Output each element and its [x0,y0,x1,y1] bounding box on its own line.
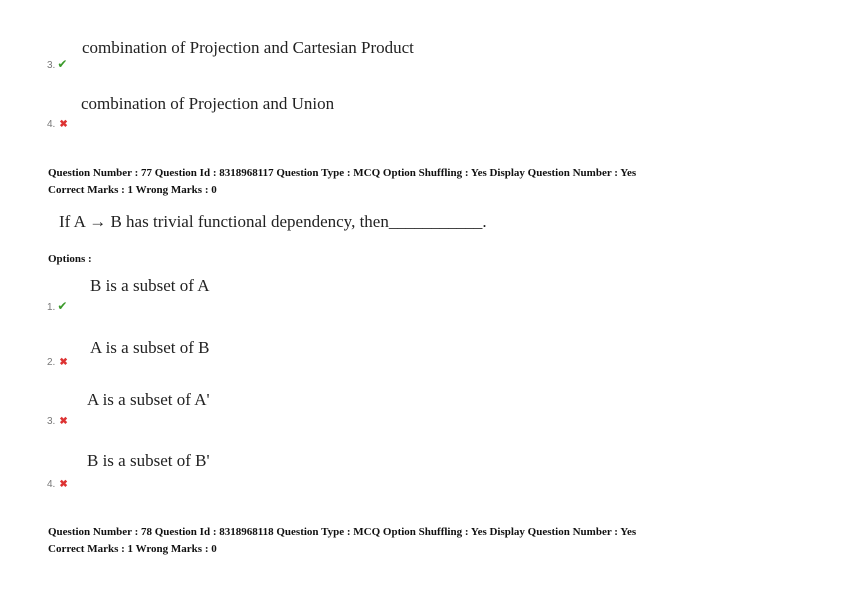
option-text: B is a subset of A [90,276,210,295]
option-number: 2. [47,357,56,368]
option-text: B is a subset of B' [87,451,210,470]
question-text: If A → B has trivial functional dependency, then___________. [59,212,487,231]
option-number-row [47,474,68,492]
option-text: A is a subset of B [90,338,210,357]
marks-meta: Correct Marks : 1 Wrong Marks : 0 [48,543,217,555]
options-label: Options : [48,253,92,265]
option-text: A is a subset of A' [87,390,210,409]
option-number: 4. [47,479,56,490]
check-icon: ✔ [57,57,68,71]
question-meta: Question Number : 77 Question Id : 8318968117 Question Type : MCQ Option Shuffling : Yes Display Question Number : Yes [48,167,637,179]
option-text: combination of Projection and Cartesian Product [82,38,414,57]
option-number: 3. [47,60,56,71]
option-number-row [47,114,68,132]
option-number: 3. [47,416,56,427]
option-number: 1. [47,302,56,313]
cross-icon: ✖ [59,119,68,130]
option-number-row [47,352,68,370]
option-text: combination of Projection and Union [81,94,335,113]
check-icon: ✔ [57,299,68,313]
option-number-row [47,55,67,73]
option-number-row [47,411,68,429]
option-number: 4. [47,119,56,130]
cross-icon: ✖ [59,416,68,427]
marks-meta: Correct Marks : 1 Wrong Marks : 0 [48,184,217,196]
option-number-row [47,297,67,315]
question-meta: Question Number : 78 Question Id : 8318968118 Question Type : MCQ Option Shuffling : Yes Display Question Number : Yes [48,526,637,538]
cross-icon: ✖ [59,479,68,490]
cross-icon: ✖ [59,357,68,368]
